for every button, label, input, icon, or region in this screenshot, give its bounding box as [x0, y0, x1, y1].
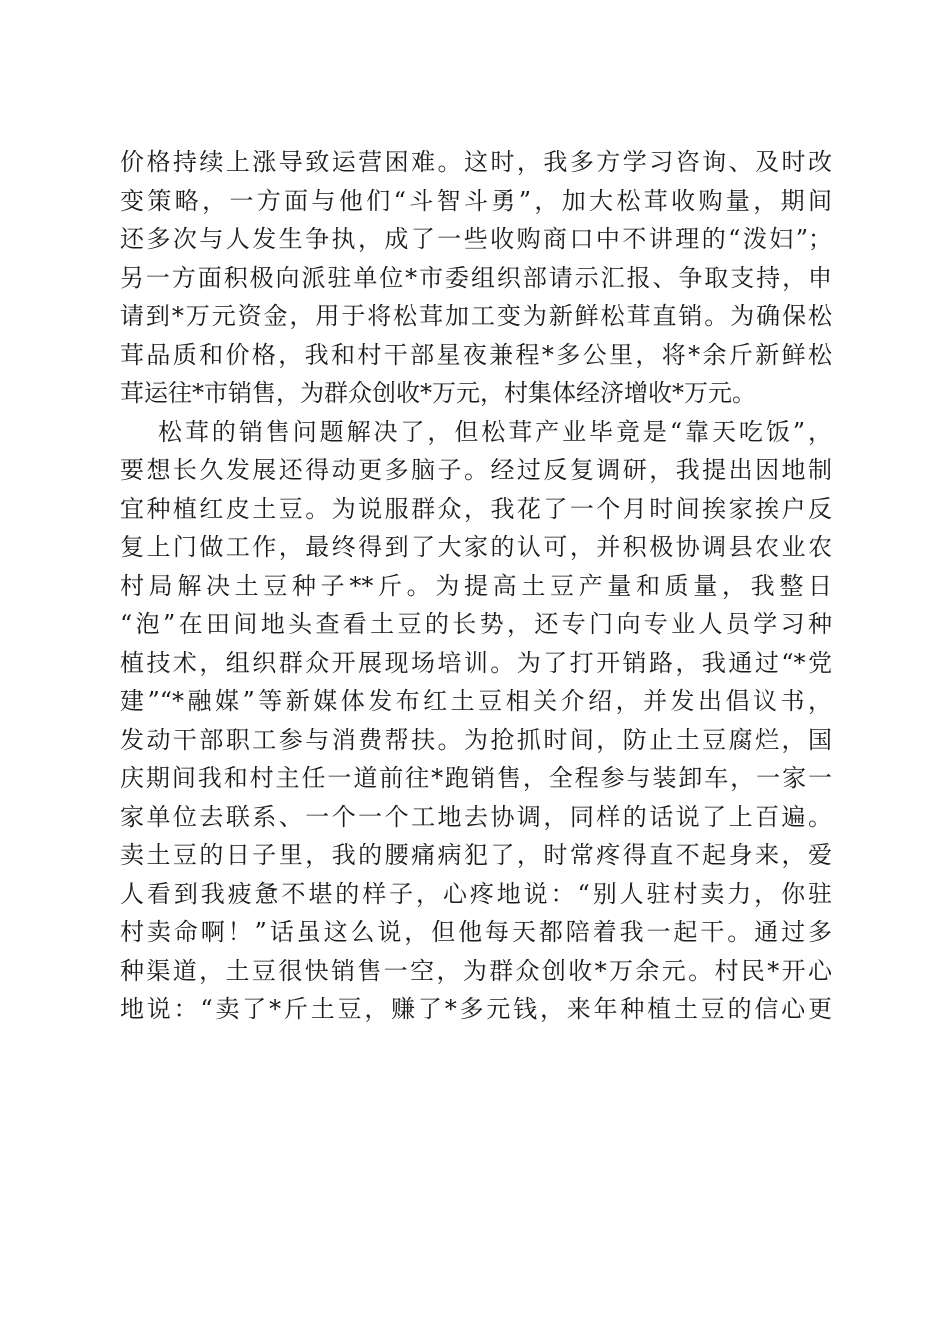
- body-text: [120, 143, 832, 1029]
- text-line: 宜种植红皮土豆。为说服群众，我花了一个月时间挨家挨户反: [120, 494, 832, 523]
- text-line: 价格持续上涨导致运营困难。这时，我多方学习咨询、及时改: [120, 148, 832, 176]
- text-line: 家单位去联系、一个一个工地去协调，同样的话说了上百遍。: [120, 802, 832, 831]
- text-line: 茸运往*市销售，为群众创收*万元，村集体经济增收*万元。: [120, 379, 756, 407]
- text-line: 种渠道，土豆很快销售一空，为群众创收*万余元。村民*开心: [120, 956, 832, 985]
- text-line: 村卖命啊！”话虽这么说，但他每天都陪着我一起干。通过多: [120, 918, 832, 946]
- text-line: 变策略，一方面与他们“斗智斗勇”，加大松茸收购量，期间: [120, 186, 832, 215]
- text-line: 人看到我疲惫不堪的样子，心疼地说：“别人驻村卖力，你驻: [120, 879, 832, 908]
- text-line: 要想长久发展还得动更多脑子。经过反复调研，我提出因地制: [120, 456, 832, 484]
- text-line: 地说：“卖了*斤土豆，赚了*多元钱，来年种植土豆的信心更: [120, 995, 832, 1023]
- text-line: 村局解决土豆种子**斤。为提高土豆产量和质量，我整日: [120, 571, 832, 600]
- text-line: 请到*万元资金，用于将松茸加工变为新鲜松茸直销。为确保松: [120, 302, 832, 330]
- text-line: 另一方面积极向派驻单位*市委组织部请示汇报、争取支持，申: [120, 263, 832, 292]
- text-line: 茸品质和价格，我和村干部星夜兼程*多公里，将*余斤新鲜松: [120, 340, 832, 369]
- text-line: 松茸的销售问题解决了，但松茸产业毕竟是“靠天吃饭”，: [158, 417, 832, 446]
- text-line: 复上门做工作，最终得到了大家的认可，并积极协调县农业农: [120, 533, 832, 561]
- text-line: 建”“*融媒”等新媒体发布红土豆相关介绍，并发出倡议书，: [120, 687, 832, 715]
- text-line: 发动干部职工参与消费帮扶。为抢抓时间，防止土豆腐烂，国: [120, 725, 832, 754]
- text-line: “泡”在田间地头查看土豆的长势，还专门向专业人员学习种: [120, 610, 832, 638]
- text-line: 卖土豆的日子里，我的腰痛病犯了，时常疼得直不起身来，爱: [120, 841, 832, 869]
- text-line: 还多次与人发生争执，成了一些收购商口中不讲理的“泼妇”；: [120, 225, 832, 253]
- text-line: 庆期间我和村主任一道前往*跑销售，全程参与装卸车，一家一: [120, 764, 832, 792]
- text-line: 植技术，组织群众开展现场培训。为了打开销路，我通过“*党: [120, 648, 832, 677]
